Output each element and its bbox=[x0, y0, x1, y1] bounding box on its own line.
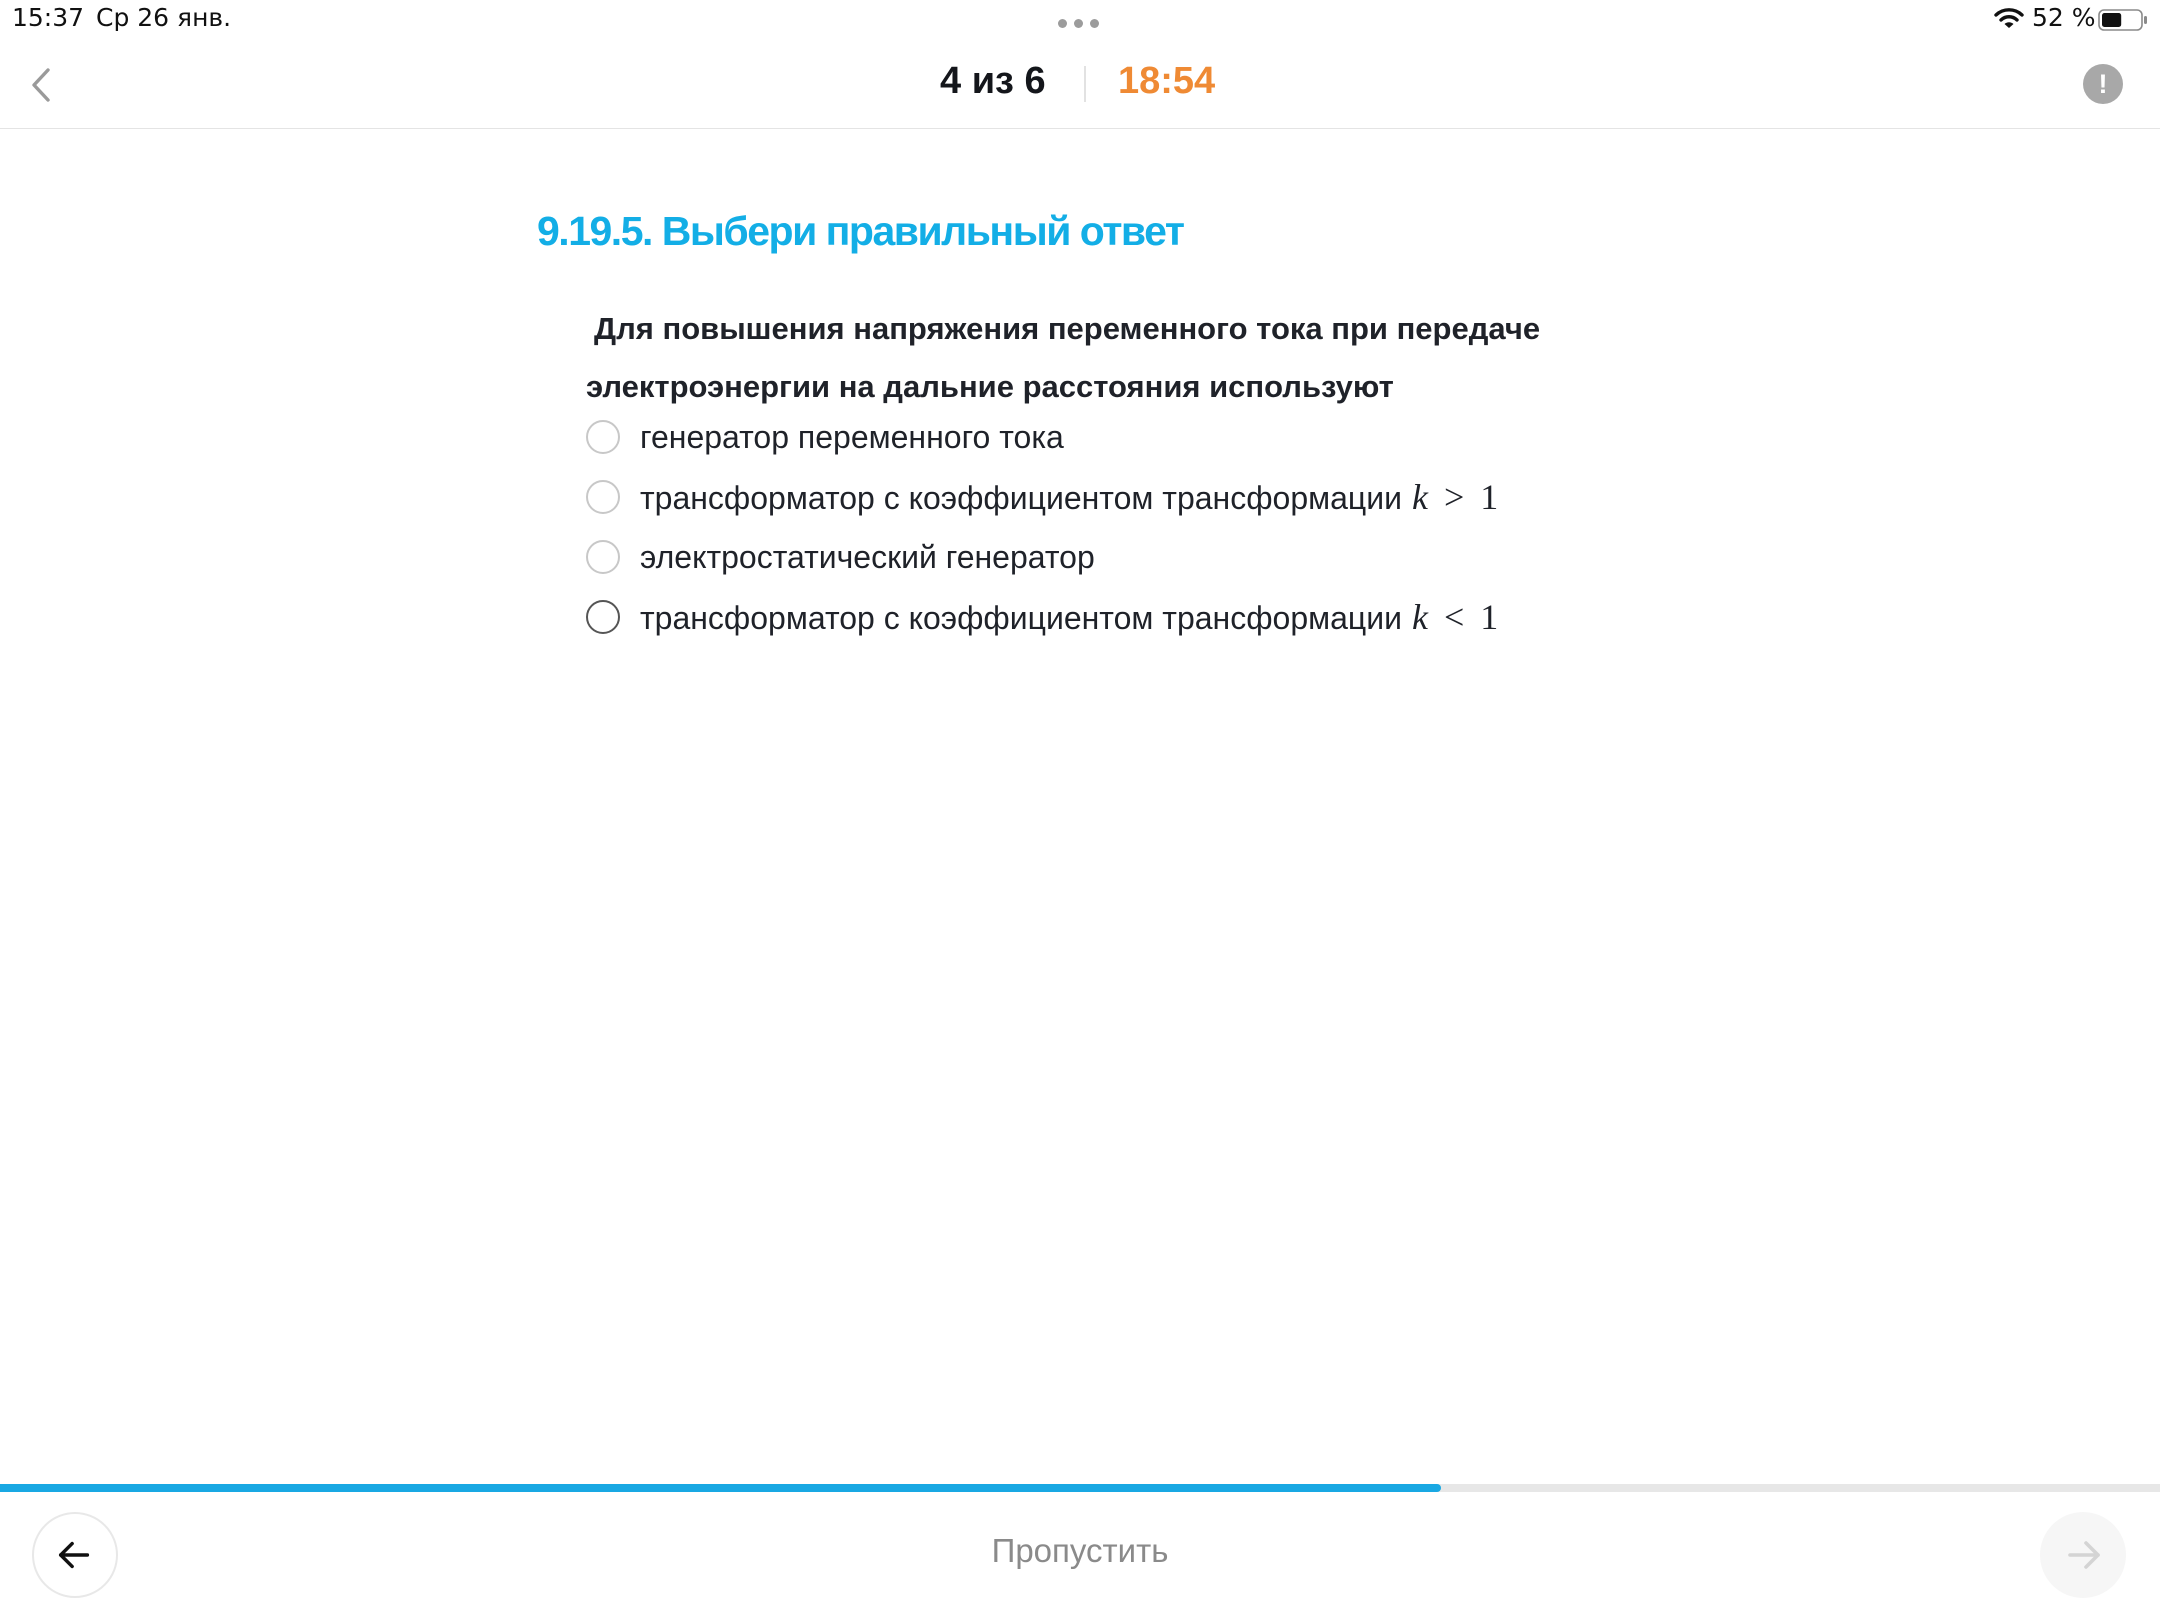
exclamation-icon: ! bbox=[2098, 69, 2108, 99]
arrow-left-icon bbox=[34, 1514, 116, 1596]
next-question-button[interactable] bbox=[2040, 1512, 2126, 1598]
radio-button[interactable] bbox=[586, 540, 620, 574]
previous-question-button[interactable] bbox=[32, 1512, 118, 1598]
radio-button[interactable] bbox=[586, 600, 620, 634]
answer-option-label: электростатический генератор bbox=[640, 539, 1095, 575]
answer-option[interactable] bbox=[586, 478, 1686, 538]
arrow-right-icon bbox=[2040, 1512, 2126, 1598]
answer-option-label: трансформатор с коэффициентом трансформации k > 1 bbox=[640, 477, 1499, 517]
status-time: 15:37 bbox=[12, 3, 85, 32]
task-title: 9.19.5. Выбери правильный ответ bbox=[537, 208, 1184, 254]
progress-bar bbox=[0, 1484, 2160, 1492]
wifi-icon bbox=[1994, 6, 2024, 30]
question-text: Для повышения напряжения переменного тока при передаче электроэнергии на дальние расстояния используют bbox=[586, 311, 1541, 404]
progress-bar-fill bbox=[0, 1484, 1441, 1492]
radio-button[interactable] bbox=[586, 420, 620, 454]
math-expression: k > 1 bbox=[1412, 477, 1499, 517]
chevron-left-icon bbox=[22, 62, 62, 108]
answer-options bbox=[586, 418, 1686, 658]
answer-option[interactable] bbox=[586, 418, 1686, 478]
back-button[interactable] bbox=[22, 62, 62, 108]
quiz-footer bbox=[0, 1492, 2160, 1620]
battery-icon bbox=[2098, 9, 2148, 31]
quiz-header bbox=[0, 40, 2160, 129]
multitasking-dots-icon[interactable] bbox=[1058, 19, 1102, 29]
skip-button[interactable]: Пропустить bbox=[991, 1532, 1169, 1569]
status-date: Ср 26 янв. bbox=[96, 3, 232, 32]
timer: 18:54 bbox=[1118, 60, 1216, 102]
answer-option[interactable] bbox=[586, 598, 1686, 658]
header-divider bbox=[1084, 66, 1086, 102]
question-counter: 4 из 6 bbox=[940, 60, 1046, 102]
answer-option[interactable] bbox=[586, 538, 1686, 598]
battery-percent: 52 % bbox=[2032, 3, 2096, 32]
report-button[interactable] bbox=[2083, 64, 2123, 104]
math-expression: k < 1 bbox=[1412, 597, 1499, 637]
answer-option-label: генератор переменного тока bbox=[640, 419, 1064, 455]
radio-button[interactable] bbox=[586, 480, 620, 514]
answer-option-label: трансформатор с коэффициентом трансформации k < 1 bbox=[640, 597, 1499, 637]
status-bar bbox=[0, 0, 2160, 40]
